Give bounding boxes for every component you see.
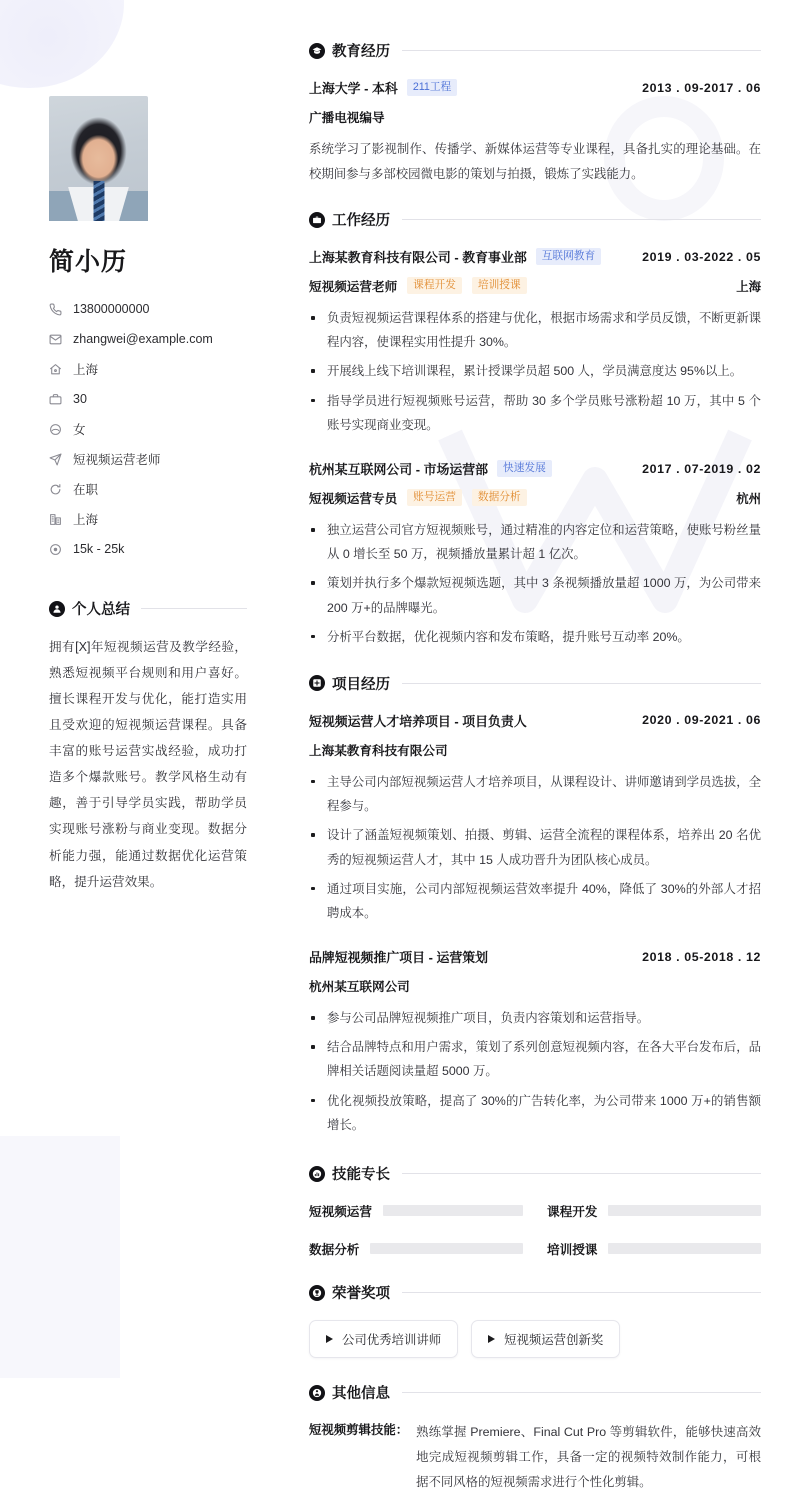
award-chip[interactable] — [471, 1320, 620, 1358]
project-date: 2018 . 05-2018 . 12 — [642, 949, 761, 964]
other-item — [309, 1420, 761, 1495]
education-entry — [309, 78, 761, 187]
phone-icon — [49, 303, 62, 316]
award-label: 公司优秀培训讲师 — [342, 1333, 442, 1348]
avatar — [49, 96, 148, 221]
work-entry-row-primary — [309, 247, 761, 266]
education-date: 2013 . 09-2017 . 06 — [642, 80, 761, 95]
work-divider — [402, 219, 761, 220]
skill-progress-track — [608, 1205, 761, 1216]
work-bullets — [309, 306, 761, 437]
education-title: 教育经历 — [332, 44, 390, 60]
skill-item — [547, 1239, 761, 1258]
education-divider — [402, 50, 761, 51]
work-location: 上海 — [736, 279, 761, 294]
summary-header — [49, 598, 247, 619]
projects-title: 项目经历 — [332, 676, 390, 693]
work-entry — [309, 459, 761, 649]
project-entry-row-primary — [309, 947, 761, 966]
project-bullet: 通过项目实施，公司内部短视频运营效率提升 40%，降低了 30%的外部人才招聘成本。 — [309, 877, 761, 925]
project-bullet: 设计了涵盖短视频策划、拍摄、剪辑、运营全流程的课程体系，培养出 20 名优秀的短视频运营人才，其中 15 人成功晋升为团队核心成员。 — [309, 823, 761, 871]
education-header — [309, 40, 761, 61]
project-company: 杭州某互联网公司 — [309, 980, 410, 995]
project-entry-row-primary — [309, 711, 761, 730]
skill-label: 短视频运营 — [309, 1205, 372, 1220]
work-location: 杭州 — [736, 491, 761, 506]
contact-row-email — [49, 324, 285, 354]
work-bullet: 开展线上线下培训课程，累计授课学员超 500 人，学员满意度达 95%以上。 — [309, 359, 761, 383]
summary-section — [49, 598, 247, 895]
contact-row-salary — [49, 534, 285, 564]
send-icon — [49, 453, 62, 466]
work-title: 工作经历 — [332, 213, 390, 230]
skill-progress-track — [370, 1243, 523, 1254]
work-bullet: 分析平台数据，优化视频内容和发布策略，提升账号互动率 20%。 — [309, 625, 761, 649]
info-icon — [309, 1385, 325, 1401]
work-bullet: 负责短视频运营课程体系的搭建与优化，根据市场需求和学员反馈，不断更新课程内容，使课程实用性提升 30%。 — [309, 306, 761, 354]
work-role: 短视频运营专员 — [309, 492, 398, 507]
summary-divider — [141, 608, 247, 609]
skill-label: 培训授课 — [547, 1243, 598, 1258]
status-icon — [49, 483, 62, 496]
project-bullet: 参与公司品牌短视频推广项目，负责内容策划和运营指导。 — [309, 1006, 761, 1030]
projects-divider — [402, 683, 761, 684]
project-bullet: 结合品牌特点和用户需求，策划了系列创意短视频内容，在各大平台发布后，品牌相关话题阅读量超 5000 万。 — [309, 1035, 761, 1083]
other-item-label: 短视频剪辑技能： — [309, 1423, 409, 1438]
project-entry — [309, 711, 761, 925]
contact-row-home — [49, 354, 285, 384]
skills-grid — [309, 1201, 761, 1258]
contact-value-home: 上海 — [73, 363, 99, 377]
project-bullets — [309, 770, 761, 925]
skill-progress-track — [383, 1205, 523, 1216]
sidebar — [0, 0, 285, 1398]
email-icon — [49, 333, 62, 346]
skill-item — [547, 1201, 761, 1220]
contact-value-age: 30 — [73, 392, 87, 406]
awards-header — [309, 1282, 761, 1303]
work-date: 2019 . 03-2022 . 05 — [642, 249, 761, 264]
education-section — [309, 40, 761, 187]
work-role-tag: 培训授课 — [472, 277, 527, 294]
contact-value-city: 上海 — [73, 513, 99, 527]
work-company: 上海某教育科技有限公司 - 教育事业部 — [309, 250, 527, 266]
skill-progress-track — [608, 1243, 761, 1254]
project-name: 短视频运营人才培养项目 - 项目负责人 — [309, 713, 527, 729]
contact-row-age — [49, 384, 285, 414]
skill-label: 数据分析 — [309, 1243, 360, 1258]
projects-header — [309, 673, 761, 694]
project-entry — [309, 947, 761, 1137]
contact-value-status: 在职 — [73, 483, 99, 497]
work-entry-row-secondary — [309, 276, 761, 295]
graduation-icon — [309, 43, 325, 59]
skills-header — [309, 1163, 761, 1184]
contact-row-status — [49, 474, 285, 504]
skill-item — [309, 1239, 523, 1258]
contact-row-position — [49, 444, 285, 474]
work-date: 2017 . 07-2019 . 02 — [642, 461, 761, 476]
education-description: 系统学习了影视制作、传播学、新媒体运营等专业课程，具备扎实的理论基础。在校期间参与多部校园微电影的策划与拍摄，锻炼了实践能力。 — [309, 142, 761, 182]
work-role-tag: 课程开发 — [407, 277, 462, 294]
contact-value-gender: 女 — [73, 423, 86, 437]
contact-list — [49, 294, 285, 564]
work-company: 杭州某互联网公司 - 市场运营部 — [309, 462, 489, 478]
contact-row-gender — [49, 414, 285, 444]
project-date: 2020 . 09-2021 . 06 — [642, 713, 761, 728]
work-entry-row-primary — [309, 459, 761, 478]
work-role-tag: 账号运营 — [407, 489, 462, 506]
city-icon — [49, 513, 62, 526]
other-header — [309, 1382, 761, 1403]
award-label: 短视频运营创新奖 — [504, 1333, 604, 1348]
work-bullet: 独立运营公司官方短视频账号，通过精准的内容定位和运营策略，使账号粉丝量从 0 增长至 50 万，视频播放量累计超 1 亿次。 — [309, 518, 761, 566]
person-icon — [49, 601, 65, 617]
play-triangle-icon — [488, 1335, 495, 1343]
other-section — [309, 1382, 761, 1495]
summary-text: 拥有[X]年短视频运营及教学经验，熟悉短视频平台规则和用户喜好。擅长课程开发与优化，能打造实用且受欢迎的短视频运营课程。具备丰富的账号运营实战经验，成功打造多个爆款账号。教学风格生动有趣，善于引导学员实践，帮助学员实现账号涨粉与商业变现。数据分析能力强，能通过数据优化运营策略，提升运营效果。 — [49, 640, 247, 889]
education-tag: 211工程 — [407, 79, 457, 96]
work-bullets — [309, 518, 761, 649]
contact-value-salary: 15k - 25k — [73, 542, 125, 556]
work-section — [309, 209, 761, 649]
project-bullet: 主导公司内部短视频运营人才培养项目，从课程设计、讲师邀请到学员选拔，全程参与。 — [309, 770, 761, 818]
skills-section — [309, 1163, 761, 1258]
skills-title: 技能专长 — [332, 1167, 390, 1184]
chart-icon — [309, 1166, 325, 1182]
project-company: 上海某教育科技有限公司 — [309, 743, 448, 758]
award-chip[interactable] — [309, 1320, 458, 1358]
awards-title: 荣誉奖项 — [332, 1286, 390, 1303]
work-bullet: 策划并执行多个爆款短视频选题，其中 3 条视频播放量超 1000 万，为公司带来 200 万+的品牌曝光。 — [309, 571, 761, 619]
briefcase-icon — [49, 393, 62, 406]
contact-row-phone — [49, 294, 285, 324]
awards-list — [309, 1320, 761, 1358]
contact-row-city — [49, 504, 285, 534]
project-bullet: 优化视频投放策略，提高了 30%的广告转化率，为公司带来 1000 万+的销售额增长。 — [309, 1089, 761, 1137]
other-item-text: 熟练掌握 Premiere、Final Cut Pro 等剪辑软件，能够快速高效地完成短视频剪辑工作，具备一定的视频特效制作能力，可根据不同风格的短视频需求进行个性化剪辑。 — [416, 1425, 761, 1490]
work-bullet: 指导学员进行短视频账号运营，帮助 30 多个学员账号涨粉超 10 万，其中 5 个账号实现商业变现。 — [309, 389, 761, 437]
work-tag: 快速发展 — [497, 460, 552, 477]
projects-section — [309, 673, 761, 1137]
skill-item — [309, 1201, 523, 1220]
other-title: 其他信息 — [332, 1386, 390, 1403]
page-title: 简小历 — [49, 248, 128, 276]
work-icon — [309, 212, 325, 228]
skill-label: 课程开发 — [547, 1205, 598, 1220]
other-divider — [402, 1392, 761, 1393]
contact-value-email: zhangwei@example.com — [73, 332, 213, 346]
education-entry-row-primary — [309, 78, 761, 97]
project-bullets — [309, 1006, 761, 1137]
work-entry — [309, 247, 761, 437]
skills-divider — [402, 1173, 761, 1174]
work-header — [309, 209, 761, 230]
education-major: 广播电视编导 — [309, 111, 385, 125]
trophy-icon — [309, 1285, 325, 1301]
contact-value-position: 短视频运营老师 — [73, 453, 161, 467]
salary-icon — [49, 543, 62, 556]
work-role-tag: 数据分析 — [472, 489, 527, 506]
contact-value-phone: 13800000000 — [73, 302, 150, 316]
main-content — [309, 0, 761, 1499]
education-school: 上海大学 - 本科 — [309, 81, 398, 96]
work-role: 短视频运营老师 — [309, 280, 398, 295]
awards-section — [309, 1282, 761, 1358]
work-entry-row-secondary — [309, 488, 761, 507]
awards-divider — [402, 1292, 761, 1293]
home-icon — [49, 363, 62, 376]
avatar-tie — [93, 181, 104, 221]
play-triangle-icon — [326, 1335, 333, 1343]
project-name: 品牌短视频推广项目 - 运营策划 — [309, 950, 489, 966]
project-icon — [309, 675, 325, 691]
work-tag: 互联网教育 — [536, 248, 601, 265]
summary-title: 个人总结 — [72, 602, 130, 618]
gender-icon — [49, 423, 62, 436]
